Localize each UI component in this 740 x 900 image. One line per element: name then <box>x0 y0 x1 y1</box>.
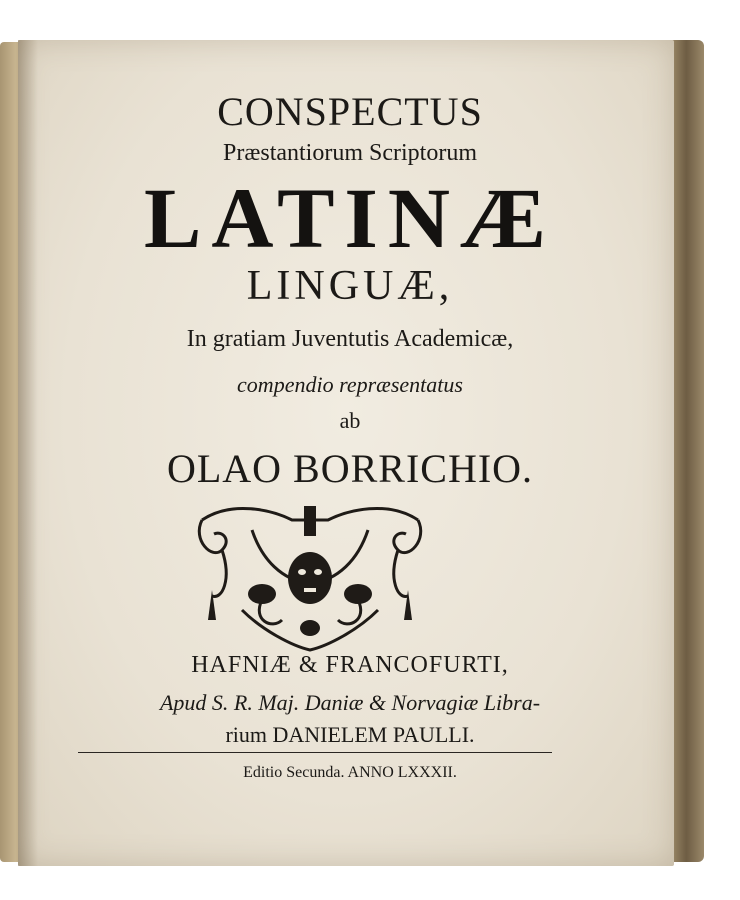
imprint-apud: Apud S. R. Maj. Daniæ & Norvagiæ Libra- <box>159 690 541 715</box>
title-compendio: compendio repræsentatus <box>237 372 463 397</box>
title-latinae: LATINÆ <box>143 170 557 266</box>
grotesque-mask-ornament-icon <box>192 500 428 652</box>
title-in-gratiam: In gratiam Juventutis Academicæ, <box>186 326 514 352</box>
author-name: OLAO BORRICHIO. <box>166 446 534 491</box>
title-linguae: LINGUÆ, <box>246 263 454 309</box>
imprint-place: HAFNIÆ & FRANCOFURTI, <box>191 652 509 678</box>
title-ab: ab <box>339 408 361 433</box>
imprint-rule <box>78 752 552 753</box>
title-conspectus: CONSPECTUS <box>217 89 483 134</box>
title-praestantiorum: Præstantiorum Scriptorum <box>223 140 477 166</box>
imprint-printer: rium DANIELEM PAULLI. <box>225 722 475 747</box>
page-gutter-shadow <box>18 40 38 866</box>
edition-line: Editio Secunda. ANNO LXXXII. <box>243 764 457 781</box>
